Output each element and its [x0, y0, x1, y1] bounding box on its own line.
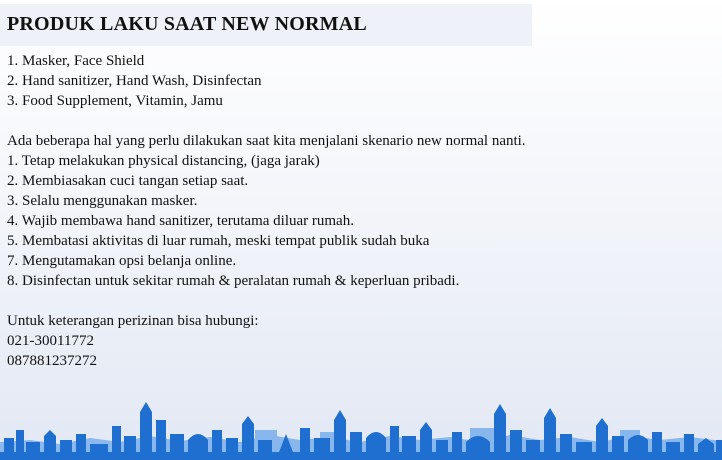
guideline-item: 2. Membiasakan cuci tangan setiap saat.	[7, 173, 249, 189]
guideline-item: 3. Selalu menggunakan masker.	[7, 193, 198, 209]
guideline-item: 1. Tetap melakukan physical distancing, (jaga jarak)	[7, 153, 320, 169]
guidelines-intro: Ada beberapa hal yang perlu dilakukan saat kita menjalani skenario new normal nanti.	[7, 133, 526, 149]
guideline-item: 5. Membatasi aktivitas di luar rumah, meski tempat publik sudah buka	[7, 233, 430, 249]
city-skyline-icon	[0, 390, 722, 460]
contact-label: Untuk keterangan perizinan bisa hubungi:	[7, 313, 259, 329]
product-item: 2. Hand sanitizer, Hand Wash, Disinfectan	[7, 73, 262, 89]
product-item: 1. Masker, Face Shield	[7, 53, 145, 69]
guideline-item: 7. Mengutamakan opsi belanja online.	[7, 253, 237, 269]
contact-phone: 021-30011772	[7, 333, 94, 349]
page-title: PRODUK LAKU SAAT NEW NORMAL	[7, 13, 367, 35]
guideline-item: 8. Disinfectan untuk sekitar rumah & peralatan rumah & keperluan pribadi.	[7, 273, 460, 289]
spacer	[7, 111, 707, 131]
guideline-item: 4. Wajib membawa hand sanitizer, terutama diluar rumah.	[7, 213, 354, 229]
product-item: 3. Food Supplement, Vitamin, Jamu	[7, 93, 223, 109]
document-body	[7, 51, 707, 371]
spacer	[7, 291, 707, 311]
contact-phone: 087881237272	[7, 353, 97, 369]
